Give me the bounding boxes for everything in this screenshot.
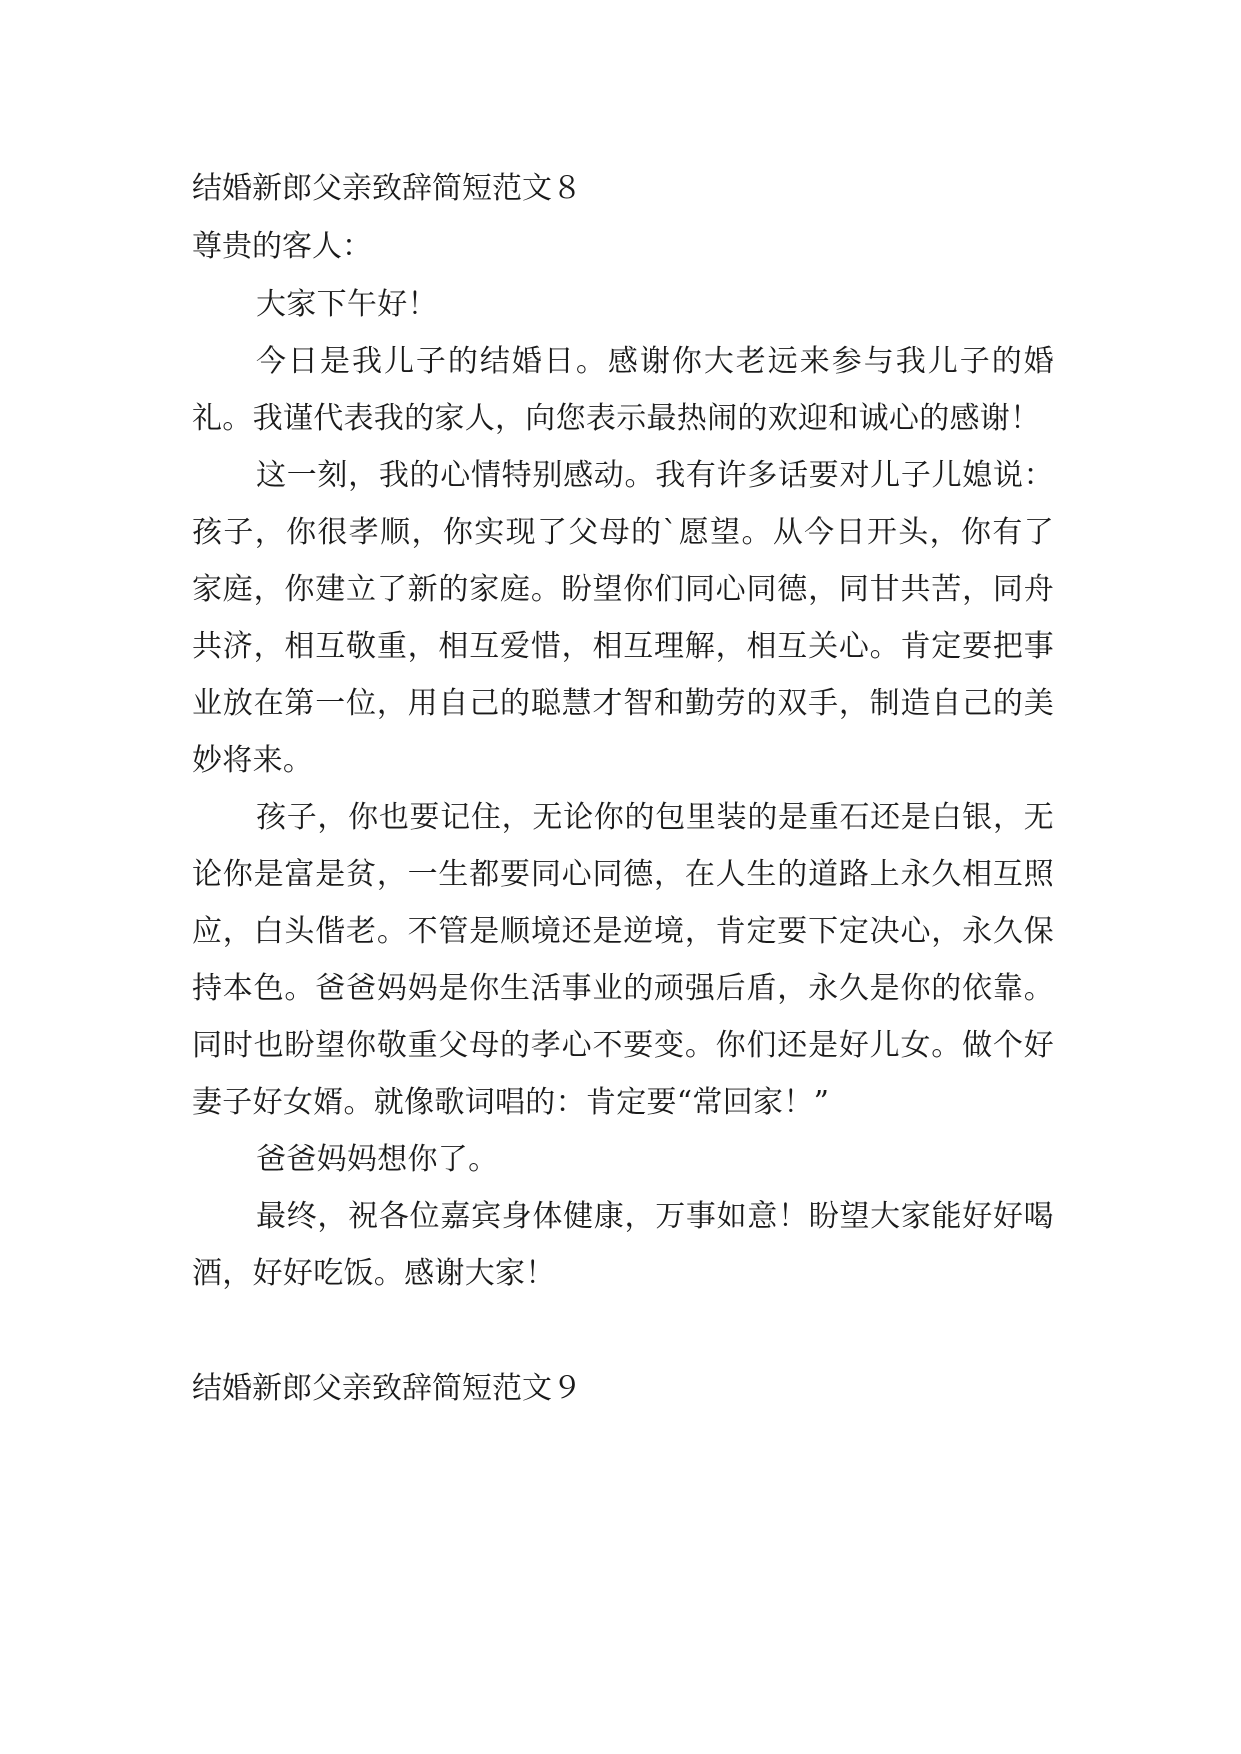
paragraph-greeting: 大家下午好！ [256,287,438,322]
paragraph-advice: 孩子，你也要记住，无论你的包里装的是重石还是白银，无论你是富是贫，一生都要同心同德，在人生的道路上永久相互照应，白头偕老。不管是顺境还是逆境，肯定要下定决心，永久保持本色。爸爸妈妈是你生活事业的顽强后盾，永久是你的依靠。同时也盼望你敬重父母的孝心不要变。你们还是好儿女。做个好妻子好女婿。就像歌词唱的：肯定要“常回家！” [192,800,1054,1120]
paragraph-miss-you: 爸爸妈妈想你了。 [256,1142,499,1177]
document-body [192,160,1054,1418]
salutation: 尊贵的客人： [192,229,372,264]
section-9-title: 结婚新郎父亲致辞简短范文９ [192,1371,582,1406]
paragraph-closing: 最终，祝各位嘉宾身体健康，万事如意！盼望大家能好好喝酒，好好吃饭。感谢大家！ [192,1199,1054,1291]
paragraph-welcome: 今日是我儿子的结婚日。感谢你大老远来参与我儿子的婚礼。我谨代表我的家人，向您表示最热闹的欢迎和诚心的感谢！ [192,344,1054,436]
section-8-title: 结婚新郎父亲致辞简短范文８ [192,171,582,206]
section-spacer [192,1302,1054,1360]
paragraph-emotion: 这一刻，我的心情特别感动。我有许多话要对儿子儿媳说：孩子，你很孝顺，你实现了父母的`愿望。从今日开头，你有了家庭，你建立了新的家庭。盼望你们同心同德，同甘共苦，同舟共济，相互敬重，相互爱惜，相互理解，相互关心。肯定要把事业放在第一位，用自己的聪慧才智和勤劳的双手，制造自己的美妙将来。 [192,458,1054,778]
